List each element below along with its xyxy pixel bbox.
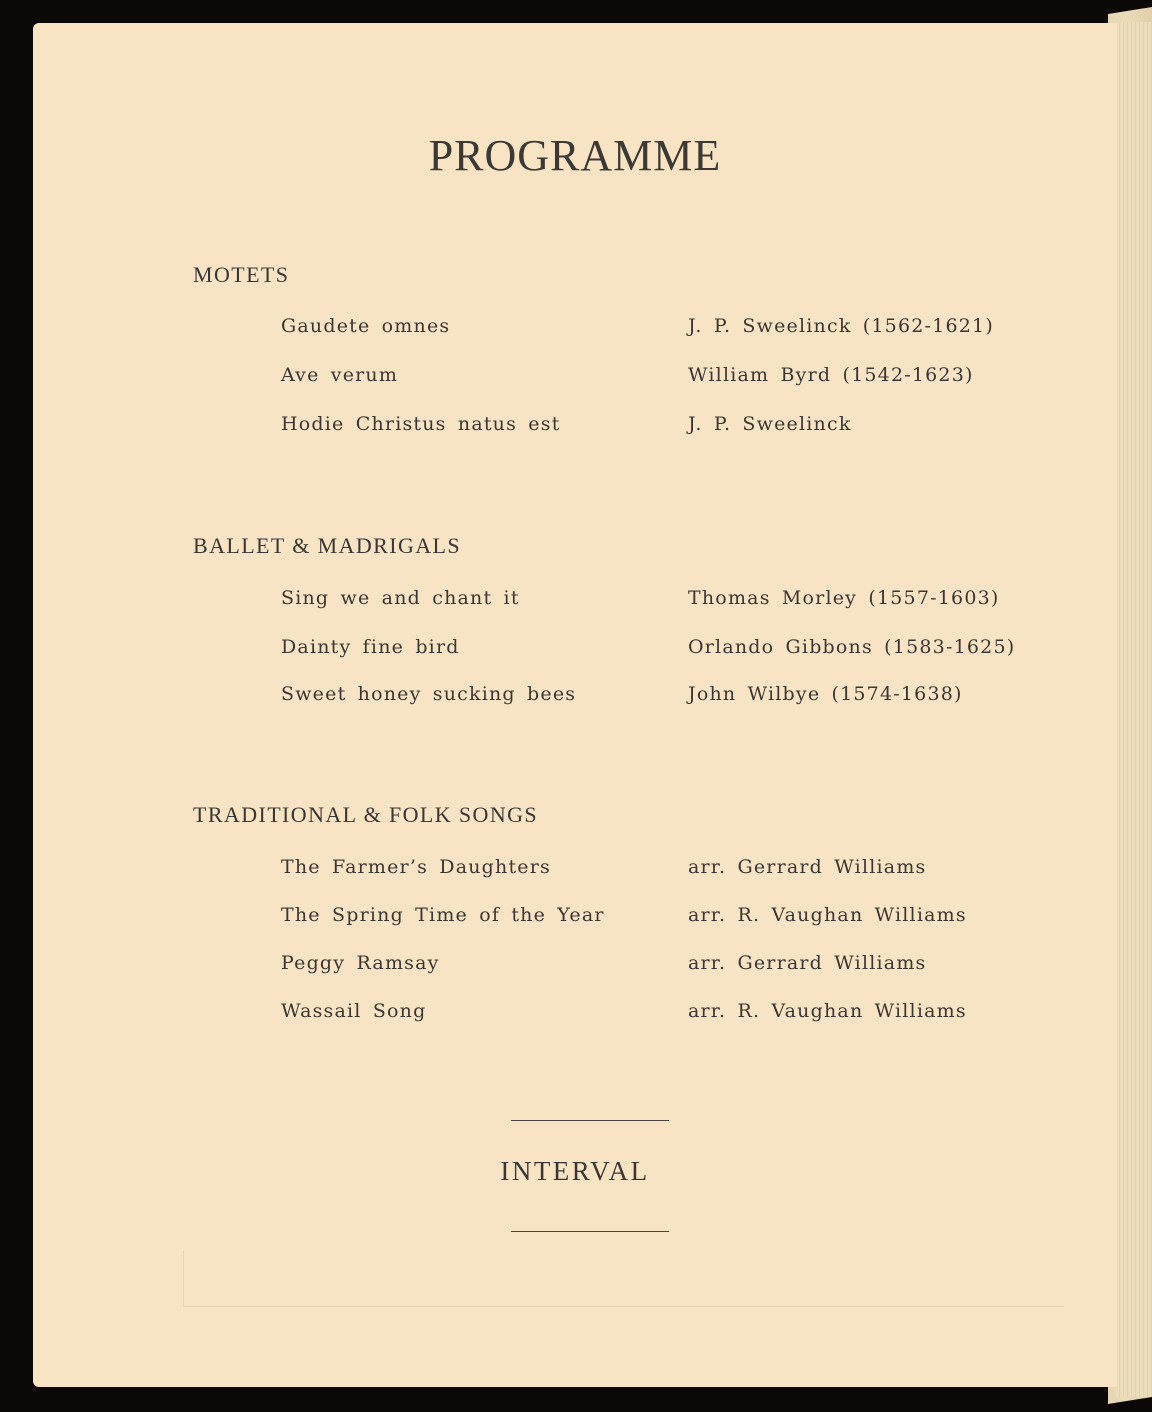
composer-name: arr. R. Vaughan Williams — [688, 1000, 967, 1022]
programme-item — [33, 1000, 1117, 1030]
divider-rule-bottom — [511, 1231, 669, 1232]
composer-name: J. P. Sweelinck — [688, 413, 852, 435]
piece-title: Ave verum — [281, 364, 399, 386]
composer-name: arr. Gerrard Williams — [688, 952, 927, 974]
piece-title: Sing we and chant it — [281, 587, 520, 609]
piece-title: Gaudete omnes — [281, 315, 451, 337]
programme-item — [33, 856, 1117, 886]
piece-title: The Farmer’s Daughters — [281, 856, 551, 878]
programme-item — [33, 636, 1117, 666]
piece-title: The Spring Time of the Year — [281, 904, 605, 926]
programme-item — [33, 315, 1117, 345]
composer-name: arr. Gerrard Williams — [688, 856, 927, 878]
programme-item — [33, 952, 1117, 982]
page-edges-stack — [1116, 22, 1152, 1397]
piece-title: Peggy Ramsay — [281, 952, 440, 974]
composer-name: J. P. Sweelinck (1562-1621) — [688, 315, 994, 337]
piece-title: Hodie Christus natus est — [281, 413, 561, 435]
programme-item — [33, 413, 1117, 443]
piece-title: Dainty fine bird — [281, 636, 460, 658]
section-heading: TRADITIONAL & FOLK SONGS — [193, 802, 539, 827]
piece-title: Sweet honey sucking bees — [281, 683, 577, 705]
programme-item — [33, 364, 1117, 394]
programme-item — [33, 904, 1117, 934]
composer-name: Orlando Gibbons (1583-1625) — [688, 636, 1016, 658]
composer-name: arr. R. Vaughan Williams — [688, 904, 967, 926]
piece-title: Wassail Song — [281, 1000, 427, 1022]
programme-item — [33, 683, 1117, 713]
programme-item — [33, 587, 1117, 617]
divider-rule-top — [511, 1120, 669, 1121]
composer-name: William Byrd (1542-1623) — [688, 364, 974, 386]
composer-name: Thomas Morley (1557-1603) — [688, 587, 1000, 609]
interval-heading: INTERVAL — [500, 1156, 650, 1186]
section-heading: BALLET & MADRIGALS — [193, 533, 462, 558]
programme-page — [33, 23, 1117, 1387]
section-heading: MOTETS — [193, 262, 290, 287]
composer-name: John Wilbye (1574-1638) — [688, 683, 963, 705]
page-title: PROGRAMME — [428, 131, 722, 180]
